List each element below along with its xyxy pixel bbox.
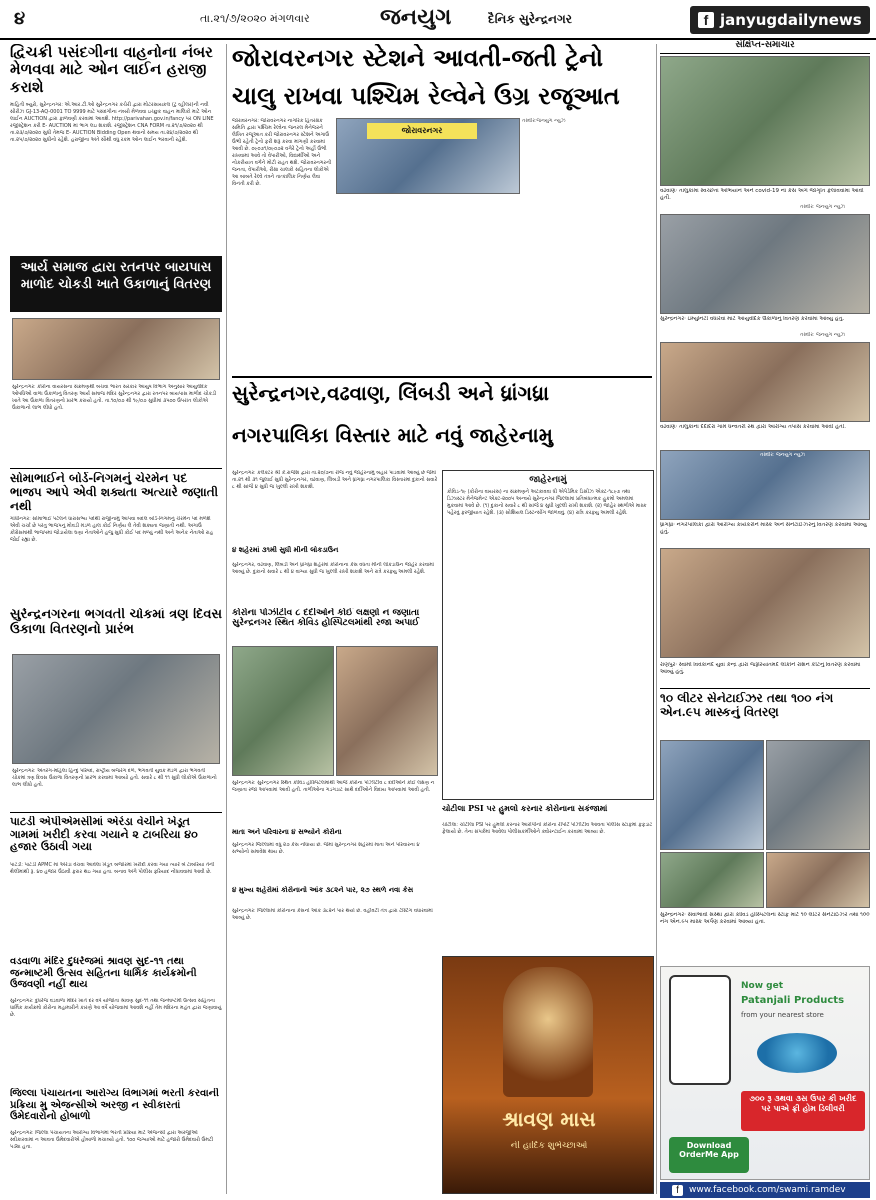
sanitizer-photo-4 bbox=[766, 852, 870, 908]
paalika-body: સુરેન્દ્રનગરઃ કલેક્ટર શ્રી કે.રાજેશ દ્વારા તા.૨૦/૭ના રોજ નવું જાહેરનામું બહાર પાડવામાં આવ્યું છે જેમાં તા.૨૧ થી ૩૧ જુલાઈ સુધી સુરેન્દ્રનગર, વઢવાણ, લિંબડી અને ધ્રાંગધ્રા નગરપાલિકા વિસ્તારમાં દુકાનો સવારે ૮ થી સાંજે ૪ સુધી જ ખુલ્લી રાખી શકાશે. bbox=[232, 470, 438, 490]
sidebar-credit-2: તસ્વીરઃ જનયુગ ન્યુઝ bbox=[800, 332, 846, 338]
article-dtivchaki bbox=[10, 44, 222, 254]
station-sign: જોરાવરનગર bbox=[367, 123, 477, 139]
mahila-subhead: માતા અને પરિવારના ૪ સભ્યોને કોરોના bbox=[232, 828, 342, 836]
train-photo[interactable] bbox=[336, 118, 520, 194]
masthead-subtitle: દૈનિક સુરેન્દ્રનગર bbox=[488, 12, 572, 26]
covid-photo-1 bbox=[232, 646, 334, 776]
divider bbox=[232, 376, 652, 378]
joravarnagar-body-col4 bbox=[560, 130, 652, 374]
app-name: OrderMe App bbox=[679, 1150, 739, 1159]
sravan-ad[interactable] bbox=[442, 956, 654, 1194]
shiva-image bbox=[503, 967, 593, 1097]
sanitizer-photo-3 bbox=[660, 852, 764, 908]
patanjali-topline: Now get bbox=[741, 981, 784, 991]
download-label: Download bbox=[686, 1141, 732, 1150]
phone-mockup bbox=[669, 975, 731, 1085]
sravan-subtitle: ની હાર્દિક શુભેચ્છાઓ bbox=[510, 1141, 588, 1151]
photo-credit: તસ્વીરઃજનયુગ ન્યુઝ bbox=[522, 118, 566, 124]
page-number: ૪ bbox=[14, 8, 26, 29]
sidebar-caption-2: સુરેન્દ્રનગરઃ ઇમ્યુનિટી વધારવા માટે આયુર્વેદિક ઉકાળાનું વિતરણ કરવામાં આવ્યું હતું. bbox=[660, 316, 845, 322]
bhagvati-headline: સુરેન્દ્રનગરના ભગવતી ચોકમાં ત્રણ દિવસ ઉકાળા વિતરણનો પ્રારંભ bbox=[10, 608, 222, 637]
sidebar-caption-1: વઢવાણઃ તાલુકામાં સ્વચ્છતા અભિયાન અને covid-19 ના કેસ અંગે જાગૃતિ ફેલાવવામાં આવી હતી. bbox=[660, 188, 864, 201]
footer-bar bbox=[660, 1182, 870, 1198]
sidebar-caption-3: વઢવાણઃ તાલુકાના દેદાદરા ગામે ધન્વંતરી રથ દ્વારા આરોગ્ય તપાસ કરવામાં આવી હતી. bbox=[660, 424, 846, 430]
notice-title: જાહેરનામું bbox=[529, 475, 567, 485]
divider bbox=[10, 468, 222, 469]
patanjali-logo-icon bbox=[757, 1033, 837, 1073]
bhagvati-body: સુરેન્દ્રનગરઃ અંતરંગ-મહિલા હિન્દુ પરિષદ, રાષ્ટ્રીય બજરંગ દળ, ભગવતી યુવક મંડળ દ્વારા ભગવતી ચોકમાં ત્રણ દિવસ ઉકાળા વિતરણનો પ્રારંભ કરવામાં આવ્યો હતો. સવારે ૮ થી ૧૧ સુધી લોકોએ ઉકાળાનો લાભ લીધો હતો. bbox=[12, 768, 217, 788]
divider bbox=[660, 688, 870, 689]
sidebar-photo-5 bbox=[660, 548, 870, 658]
article-body: માહિતી બ્યુરો, સુરેન્દ્રનગરઃ એ.આર.ટી.ઓ સુરેન્દ્રનગર કચેરી દ્વારા મોટરસાયકલ (ટુ વ્હીલર)ની નવી સીરીઝ GJ-13-AQ-0001 TO 9999 માટે પસંદગીના નંબરો મેળવવા ઇચ્છુક વાહન માલિકો માટે ઓન લાઈન AUCTION દ્વારા ફાળવણી કરવામાં આવશે. http://parivahan.gov.in/fancy પર ON LINE રજીસ્ટ્રેશન કરી E- AUCTION માં ભાગ લઇ શકાશે. રજીસ્ટ્રેશન CNA FORM તા.૨૧/૭/૨૦૨૦ થી તા.૨૩/૭/૨૦૨૦ સુધી તેમજ E- AUCTION Bidding Open થવાનો સમય તા.૨૪/૭/૨૦૨૦ થી તા.૨૫/૭/૨૦૨૦ સુધીનો રહેશે. હરાજીના અંતે સૌથી વધુ રકમ ઓન લાઈન ભરવાની રહેશે. bbox=[10, 101, 214, 143]
patanjali-tagline: from your nearest store bbox=[741, 1011, 824, 1019]
arya-samaj-photo bbox=[12, 318, 220, 380]
sidebar-photo-4 bbox=[660, 450, 870, 520]
patdi-body: પાટડીઃ પાટડી APMC માં એરંડા વેચવા આવેલા ખેડૂત બજારમાં ખરીદી કરવા ગયા ત્યારે બે ટાબરિયા તેની થેલીમાંથી રૂ. ૪૦ હજાર ઉઠાવી ફરાર થઇ ગયા હતા. બનાવ અંગે પોલીસ ફરિયાદ નોંધાવવામાં આવી છે. bbox=[10, 862, 215, 875]
corona-headline: કોરોના પોઝીટીવ ૮ દર્દીઓને કોઈ લક્ષણો ન જણાતા સુરેન્દ્રનગર સ્થિત કોવિડ હોસ્પિટલમાંથી રજા અપાઈ bbox=[232, 608, 420, 629]
issue-date: તા.૨૧/૭/૨૦૨૦ મંગળવાર bbox=[200, 12, 310, 25]
mahila-subhead-2: ૪ મુખ્ય શહેરોમાં કોરોનાનો આંક ૩૮૨ને પાર, ૨૭ સ્થળે નવા કેસ bbox=[232, 886, 414, 894]
sravan-title: શ્રાવણ માસ bbox=[502, 1107, 596, 1131]
sidebar-photo-3 bbox=[660, 342, 870, 422]
bhagvati-photo bbox=[12, 654, 220, 764]
mahila-body: સુરેન્દ્રનગર જિલ્લામાં વધુ ૨૭ કેસ નોંધાયા છે. જેમાં સુરેન્દ્રનગર શહેરમાં માતા અને પરિવારના ૪ સભ્યોનો સમાવેશ થાય છે. bbox=[232, 842, 420, 855]
offer-badge: ૭૦૦ રૂ ૩થવા ૩સ ઉપર કી ખરીદ પર પાએ ફ્રી હોમ ડિલીવરી bbox=[741, 1091, 865, 1131]
corona-body: સુરેન્દ્રનગરઃ સુરેન્દ્રનગર સ્થિત કોવિડ હોસ્પિટલમાંથી આજે કોરોના પોઝીટીવ ૮ દર્દીઓને કોઈ લક્ષણ ન જણાતા રજા આપવામાં આવી હતી. તાળીઓના ગડગડાટ સાથે દર્દીઓને વિદાય આપવામાં આવી હતી. bbox=[232, 780, 435, 793]
notice-body: કોવિડ-૧૯ (કોરોના વાયરસ) ના સંક્રમણને અટકાવવા ધી એપેડેમિક ડિસીઝ એક્ટ-૧૮૯૭ તથા ડિઝાસ્ટર મેનેજમેન્ટ એક્ટ-૨૦૦૫ અન્વયે સુરેન્દ્રનગર જિલ્લામાં પ્રતિબંધાત્મક હુકમો અમલમાં મુકવામાં આવે છે. (૧) દુકાનો સવારે ૮ થી સાંજે ૪ સુધી ખુલ્લી રાખી શકાશે. (૨) જાહેર સ્થળોએ માસ્ક પહેરવું ફરજીયાત રહેશે. (૩) સોશિયલ ડિસ્ટન્સીંગ જાળવવું. (૪) રાત્રિ કરફ્યુ અમલી રહેશે. bbox=[447, 489, 647, 516]
joravarnagar-body-col1: જોરાવરનગરઃ જોરાવરનગર નાગરિક હિતરક્ષક સમિતિ દ્વારા પશ્ચિમ રેલ્વેના જનરલ મેનેજરને લેખિત રજૂઆત કરી જોરાવરનગર સ્ટેશને અગાઉ ઉભી રહેતી ટ્રેનો ફરી શરૂ કરવા માંગણી કરવામાં આવી છે. ૦૯૦૭૧/૦૯૦૭૨ વગેરે ટ્રેનો અહીં ઉભી રાખવામાં આવે તો વેપારીઓ, વિદ્યાર્થીઓ અને નોકરીયાત વર્ગને મોટી રાહત થશે. જોરાવરનગરની જનતા, વેપારીઓ, રીક્ષા ચાલકો સહિતના લોકોએ આ બાબતે રેલ્વે તંત્રને તાત્કાલિક નિર્ણય લેવા વિનંતી કરી છે. bbox=[232, 118, 332, 187]
somabhai-body: ગાંધીનગરઃ સોમાભાઈ પટેલને ધારાસભ્ય પદેથી રાજીનામું આપવા બદલ બોર્ડ-નિગમનું ચેરમેન પદ મળશે એવી ચર્ચા છે પરંતુ ભાજપનું મોવડી મંડળ હાલ કોઈ નિર્ણય લે તેવી શક્યતા જણાતી નથી. અગાઉ કોંગ્રેસમાંથી ભાજપમાં જોડાયેલા ઘણા નેતાઓને હજુ સુધી કોઈ પદ મળ્યું નથી અને અનેક નેતાઓ રાહ જોઈ રહ્યા છે. bbox=[10, 516, 214, 543]
vadvala-headline: વડવાળા મંદિર દુધરેજમાં શ્રાવણ સુદ-૧૧ તથા જન્માષ્ટમી ઉત્સવ સહિતના ધાર્મિક કાર્યક્રમોની ઉજવણી નહીં થાય bbox=[10, 956, 197, 990]
arya-samaj-headline: આર્ય સમાજ દ્વારા રતનપર બાયપાસ માળોદ ચોકડી ખાતે ઉકાળાનું વિતરણ bbox=[10, 256, 222, 312]
joravarnagar-headline-2: ચાલુ રાખવા પશ્ચિમ રેલ્વેને ઉગ્ર રજૂઆત bbox=[232, 82, 620, 110]
jilla-panchayat-body: સુરેન્દ્રનગરઃ જિલ્લા પંચાયતના આરોગ્ય વિભાગમાં ભરતી પ્રક્રિયા માટે એજન્સી દ્વારા અરજીઓ સ્વીકારવામાં ન આવતા ઉમેદવારોએ હોબાળો મચાવ્યો હતો. ૧૦૦ જગ્યાઓ માટે હજારો ઉમેદવારો ઉમટી પડ્યા હતા. bbox=[10, 1130, 214, 1150]
patanjali-brand: Patanjali Products bbox=[741, 995, 845, 1006]
paalika-subhead: ૪ શહેરમાં ૩૧મી સુધી મીની લોકડાઉન bbox=[232, 546, 339, 554]
somabhai-headline: સોમાભાઈને બોર્ડ-નિગમનું ચેરમેન પદ ભાજપ આપે એવી શક્યતા અત્યારે જણાતી નથી bbox=[10, 472, 219, 513]
sidebar-credit-1: તસ્વીરઃ જનયુગ ન્યુઝ bbox=[800, 204, 846, 210]
paalika-headline-1: સુરેન્દ્રનગર,વઢવાણ, લિંબડી અને ધ્રાંગધ્રા bbox=[232, 382, 550, 405]
facebook-handle[interactable] bbox=[690, 6, 870, 34]
sanitizer-photo-2 bbox=[766, 740, 870, 850]
sanitizer-headline: ૧૦ લીટર સેનેટાઈઝર તથા ૧૦૦ નંગ એન.૯૫ માસ્કનું વિતરણ bbox=[660, 692, 834, 719]
vadvala-body: સુરેન્દ્રનગરઃ દુધરેજ વડવાળા મંદિર ખાતે દર વર્ષે યોજાતા શ્રાવણ સુદ-૧૧ તથા જન્માષ્ટમી ઉત્સવ સહિતના ધાર્મિક કાર્યક્રમો કોરોના મહામારીને કારણે આ વર્ષે યોજવામાં આવશે નહીં તેમ મંદિરના મહંત દ્વારા જણાવાયું છે. bbox=[10, 998, 222, 1018]
patanjali-ad[interactable] bbox=[660, 966, 870, 1180]
sanitizer-caption: સુરેન્દ્રનગરઃ સેવાભાવી સંસ્થા દ્વારા કોવિડ હોસ્પિટલના સ્ટાફ માટે ૧૦ લીટર સેનેટાઈઝર તથા ૧૦૦ નંગ એન.૯૫ માસ્ક અર્પણ કરવામાં આવ્યા હતા. bbox=[660, 912, 870, 925]
sidebar-header: સંક્ષિપ્ત-સમાચાર bbox=[660, 40, 870, 54]
covid-photo-2 bbox=[336, 646, 438, 776]
notice-box bbox=[442, 470, 654, 800]
sidebar-caption-5: રાણપુરઃ સ્વામી વિવેકાનંદ યુવા કેન્દ્ર દ્વારા જરૂરિયાતમંદ લોકોને રાશન કીટનું વિતરણ કરવામાં આવ્યું હતું. bbox=[660, 662, 861, 675]
page-header bbox=[0, 0, 876, 40]
sidebar-caption-4: ધ્રાંગધ્રાઃ નગરપાલિકા દ્વારા આરોગ્ય કાર્યકરોને માસ્ક અને સેનેટાઈઝરનું વિતરણ કરવામાં આવ્યું હતું. bbox=[660, 522, 867, 535]
facebook-icon: f bbox=[698, 12, 714, 28]
jilla-panchayat-headline: જિલ્લા પંચાયતના આરોગ્ય વિભાગમાં ભરતી કરવાની પ્રક્રિયા મુ એજન્સીએ અરજી ન સ્વીકારતાં ઉમેદવારોનો હોબાળો bbox=[10, 1088, 219, 1122]
article-headline: દ્વિચક્રી પસંદગીના વાહનોના નંબર મેળવવા માટે ઓન લાઈન હરાજી કરાશે bbox=[10, 44, 213, 96]
column-divider bbox=[226, 44, 227, 1194]
divider bbox=[10, 812, 222, 813]
column-divider bbox=[656, 44, 657, 1194]
sidebar-credit-4: તસ્વીરઃ જનયુગ ન્યુઝ bbox=[760, 452, 806, 458]
paalika-headline-2: નગરપાલિકા વિસ્તાર માટે નવું જાહેરનામુ bbox=[232, 424, 553, 447]
facebook-icon: f bbox=[672, 1185, 683, 1196]
pharmacy-body: ચોટીલાઃ ચોટીલા PSI પર હુમલો કરનાર આરોપીનો કોરોના રીપોર્ટ પોઝીટીવ આવતા પોલીસ સ્ટાફમાં ફફડાટ ફેલાયો છે. તેના સંપર્કમાં આવેલા પોલીસકર્મીઓને ક્વોરન્ટાઈન કરવામાં આવ્યા છે. bbox=[442, 822, 653, 835]
masthead-title: જનયુગ bbox=[380, 4, 452, 30]
download-button[interactable] bbox=[669, 1137, 749, 1173]
sidebar-photo-1 bbox=[660, 56, 870, 186]
joravarnagar-headline-1: જોરાવરનગર સ્ટેશને આવતી-જતી ટ્રેનો bbox=[232, 44, 604, 72]
sidebar-photo-2 bbox=[660, 214, 870, 314]
footer-facebook-link[interactable]: www.facebook.com/swami.ramdev bbox=[689, 1185, 846, 1195]
patdi-headline: પાટડી એપીએમસીમાં એરંડા વેચીને ખેડૂત ગામમાં ખરીદી કરવા ગયાને ૨ ટાબરિયા ૪૦ હજાર ઉઠાવી ગયા bbox=[10, 816, 198, 854]
handle-text: janyugdailynews bbox=[720, 11, 862, 29]
arya-samaj-body: સુરેન્દ્રનગરઃ કોરોના વાયરસના સંક્રમણથી બચવા ભારત સરકાર આયુષ વિભાગ અનુસાર આયુર્વેદિક ઓષધિઓ વાળા ઉકાળાનું વિતરણ આર્ય સમાજ મંદિર સુરેન્દ્રનગર દ્વારા રતનપર બાયપાસ માળોદ ચોકડી ખાતે આ ઉકાળા વિતરણનો પ્રારંભ કરાયો હતો. તા.૧૦/૦૭ થી ૧૯/૦૭ સુધીમાં ૩૫૦૦ ઉપરાંત લોકોએ ઉકાળાનો લાભ લીધો હતો. bbox=[12, 384, 217, 411]
mahila-body-2: સુરેન્દ્રનગરઃ જિલ્લામાં કોરોનાના કેસનો આંક ૩૮૨ને પાર થયો છે. વહીવટી તંત્ર દ્વારા ટેસ્ટિંગ વધારવામાં આવ્યું છે. bbox=[232, 908, 433, 921]
paalika-subbody: સુરેન્દ્રનગર, વઢવાણ, લિંબડી અને ધ્રાંગધ્રા શહેરમાં કોરોનાના કેસ વધતા મીની લોકડાઉન જાહેર કરવામાં આવ્યું છે. દુકાનો સવારે ૮ થી ૪ વાગ્યા સુધી જ ખુલ્લી રાખી શકાશે અને રાત્રે કરફ્યુ અમલી રહેશે. bbox=[232, 562, 434, 575]
sanitizer-photo-1 bbox=[660, 740, 764, 850]
pharmacy-headline: ચોટીલા PSI પર હુમલો કરનાર કોરોનાના સકંજામાં bbox=[442, 804, 608, 813]
